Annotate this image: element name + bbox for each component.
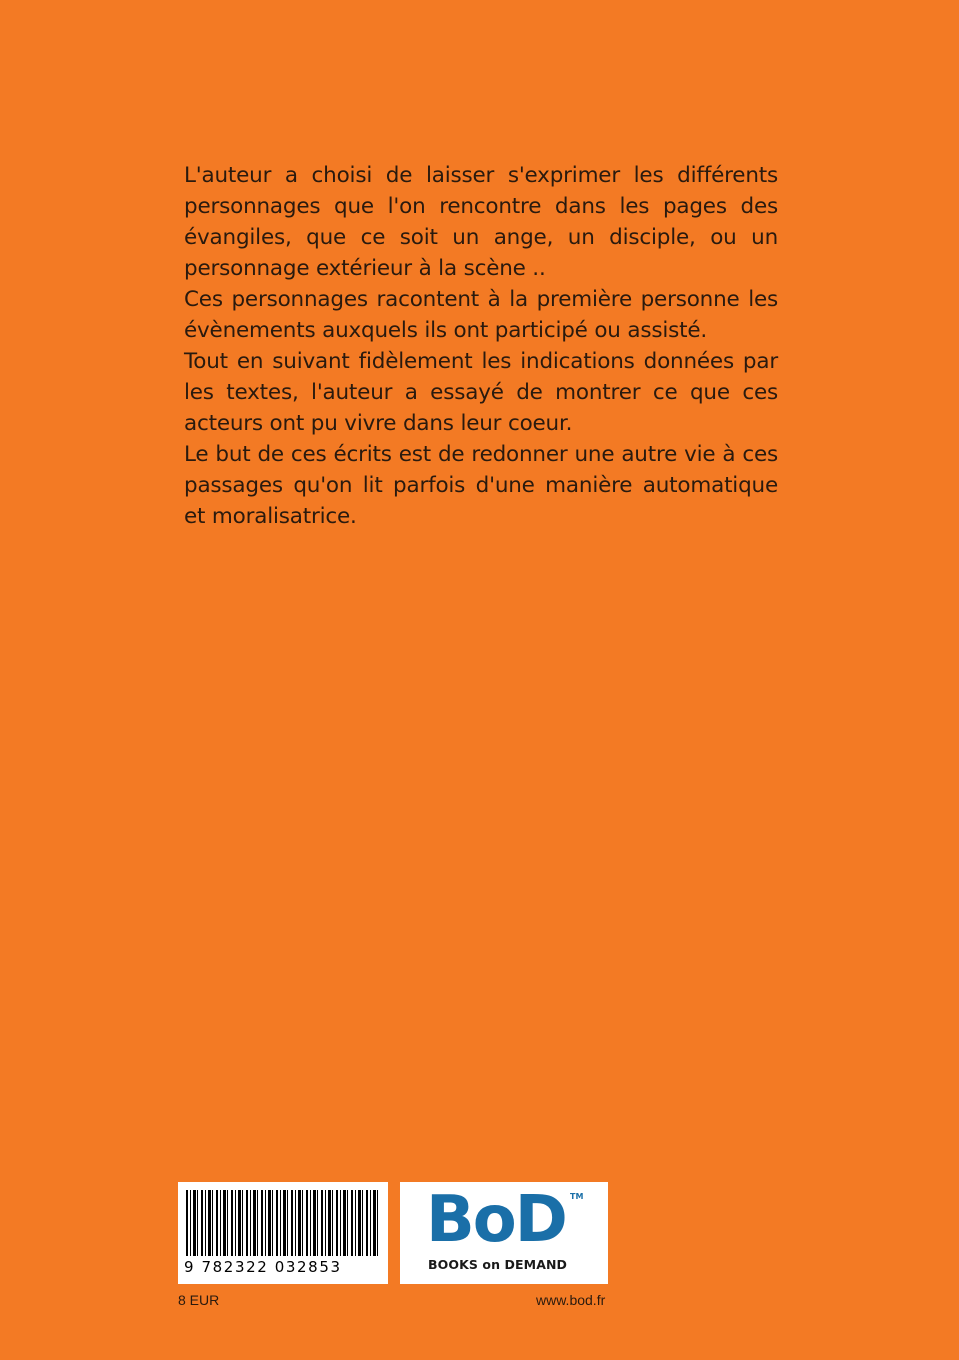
publisher-website: www.bod.fr bbox=[536, 1292, 606, 1308]
blurb-paragraph-3: Tout en suivant fidèlement les indications données par les textes, l'auteur a essayé de montrer ce que ces acteurs ont pu vivre dans leur coeur. bbox=[184, 349, 778, 436]
publisher-tagline: BOOKS on DEMAND bbox=[428, 1257, 568, 1272]
barcode-bars bbox=[186, 1190, 380, 1256]
publisher-logo bbox=[400, 1182, 608, 1284]
isbn-digits: 9 782322 032853 bbox=[184, 1258, 342, 1276]
back-cover-blurb bbox=[184, 160, 778, 532]
blurb-paragraph-4: Le but de ces écrits est de redonner une autre vie à ces passages qu'on lit parfois d'une manière automatique et moralisatrice. bbox=[184, 442, 778, 529]
price-label: 8 EUR bbox=[178, 1292, 220, 1308]
bod-logo-text: BoD bbox=[426, 1183, 566, 1257]
blurb-paragraph-1: L'auteur a choisi de laisser s'exprimer les différents personnages que l'on rencontre dans les pages des évangiles, que ce soit un ange, un disciple, ou un personnage extérieur à la scène .. bbox=[184, 163, 778, 281]
isbn-barcode bbox=[178, 1182, 388, 1284]
blurb-paragraph-2: Ces personnages racontent à la première personne les évènements auxquels ils ont participé ou assisté. bbox=[184, 287, 778, 343]
trademark-symbol: TM bbox=[570, 1192, 584, 1201]
